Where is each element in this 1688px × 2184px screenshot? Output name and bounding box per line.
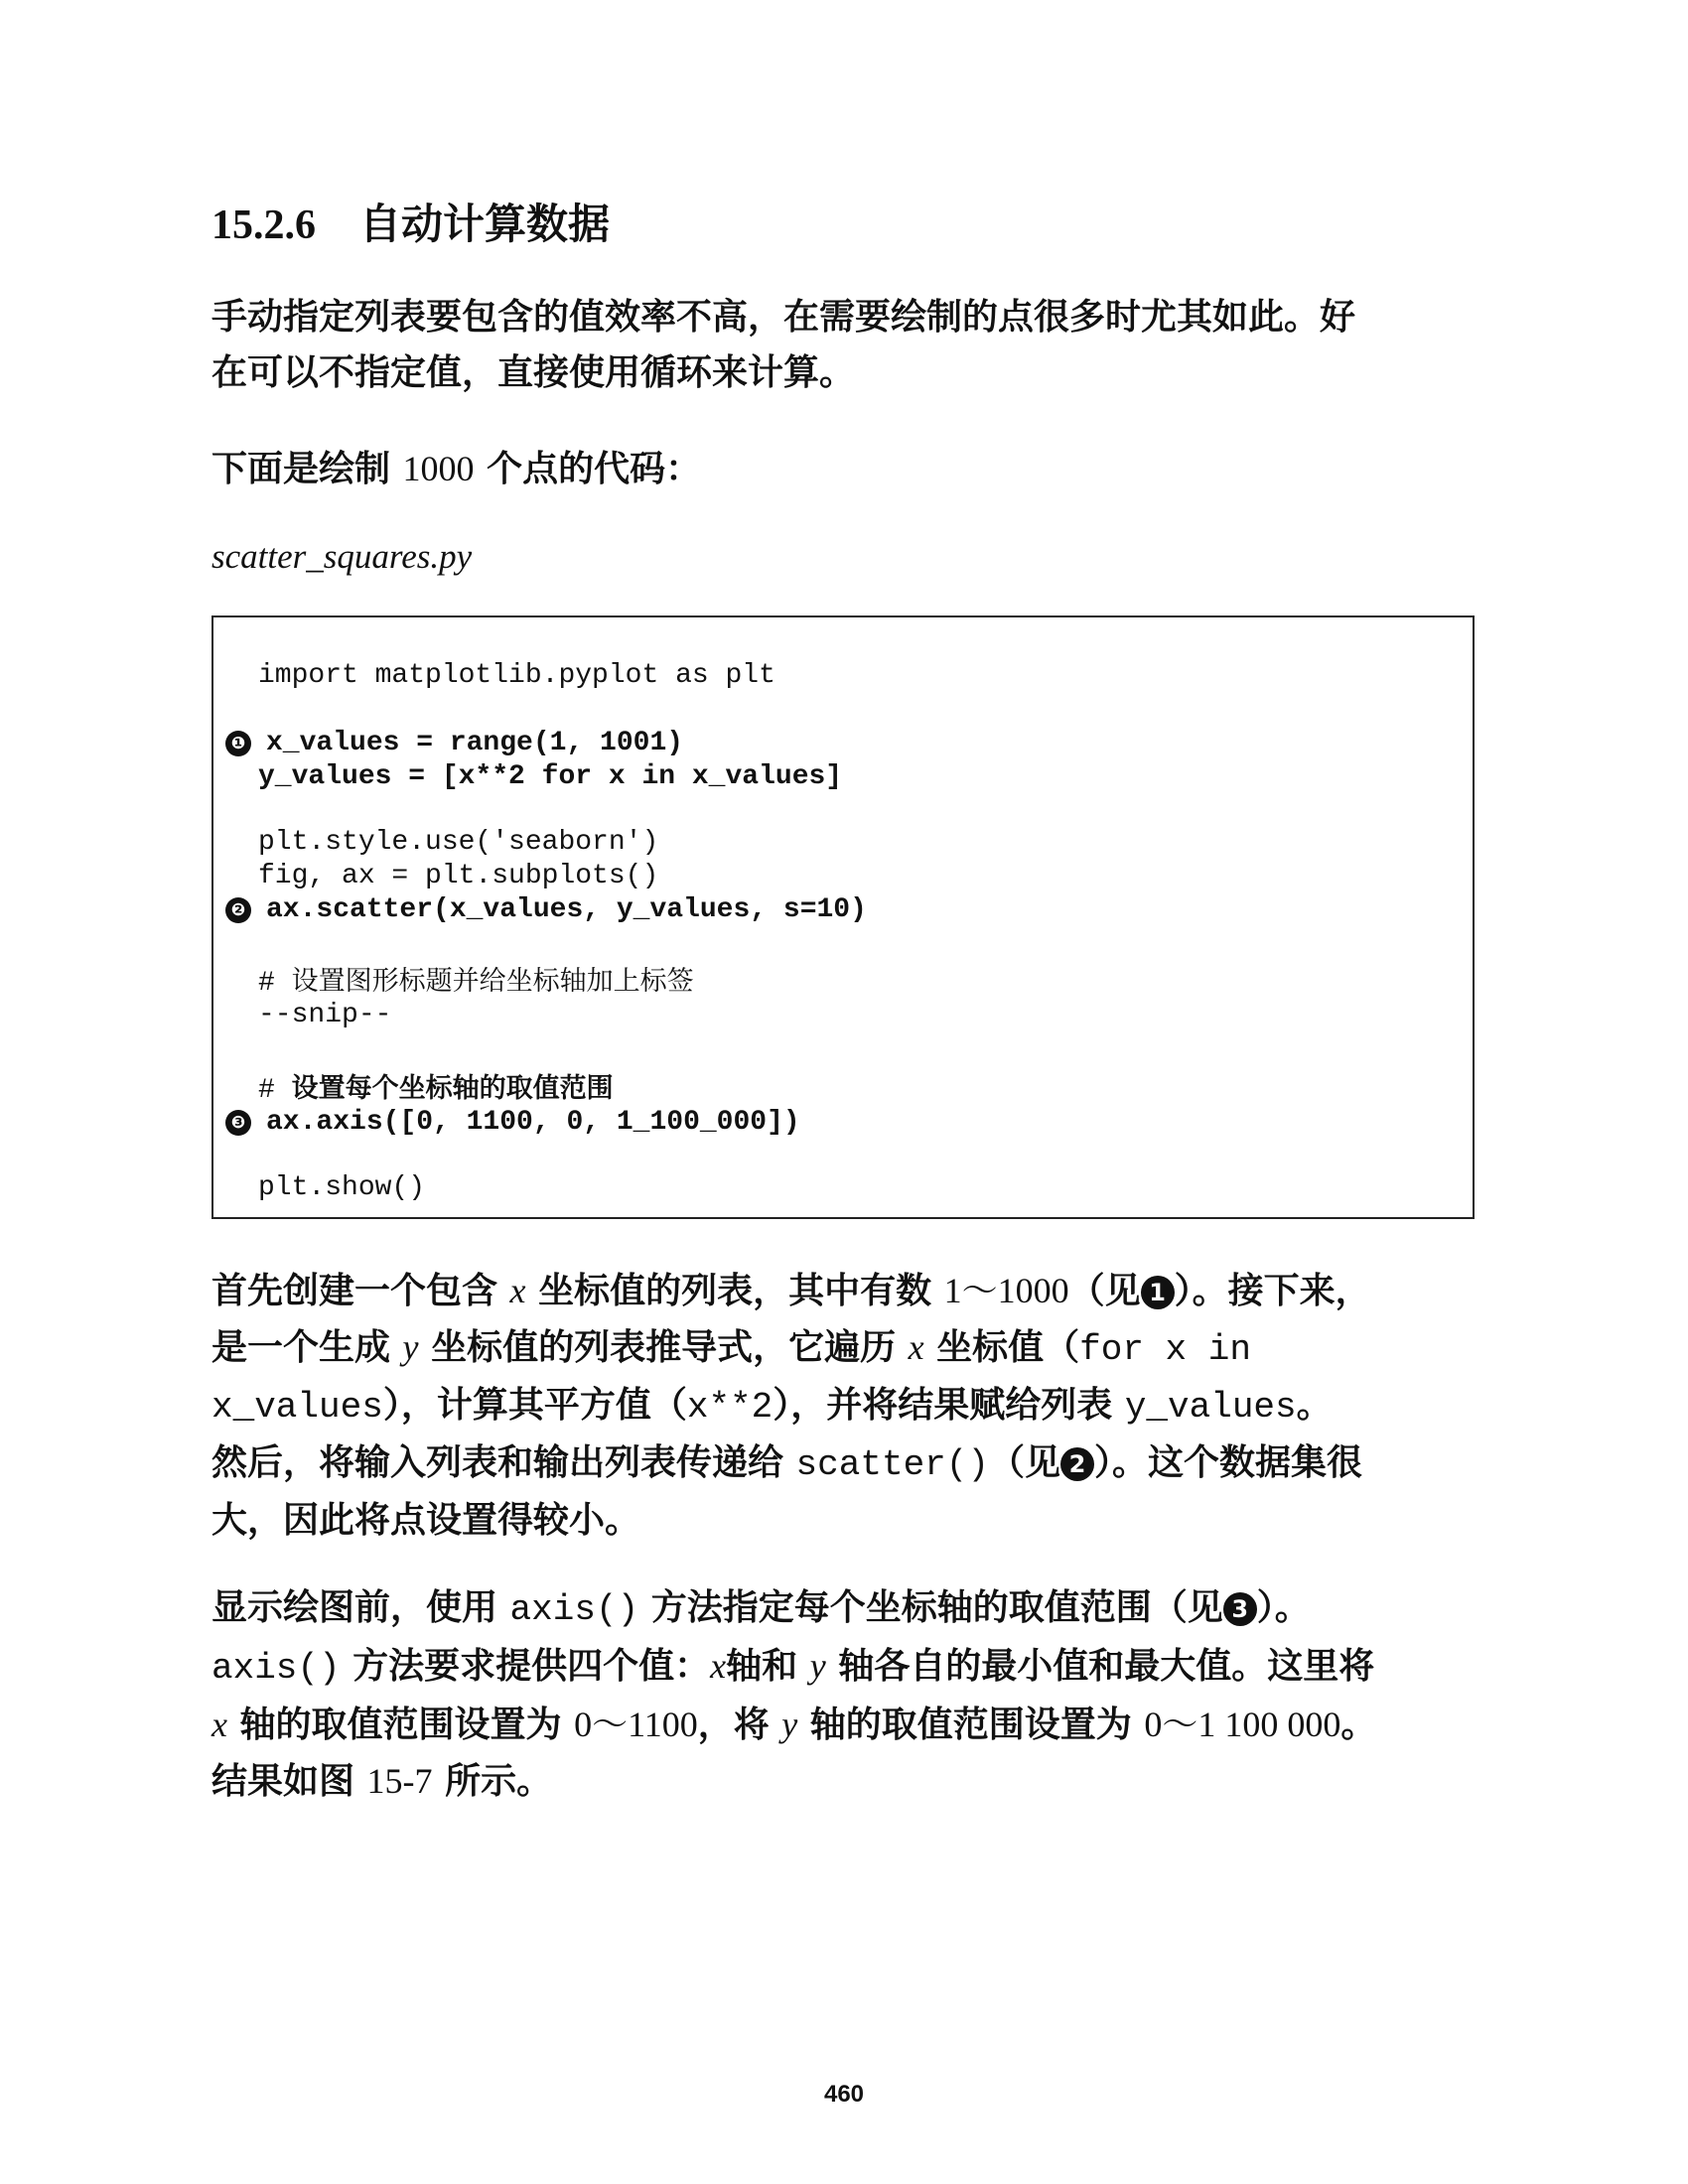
explanation-paragraph-2 — [211, 1580, 1492, 1810]
code-line: import matplotlib.pyplot as plt — [258, 660, 775, 691]
text-line: x_values），计算其平方值（x**2），并将结果赋给列表 y_values。 — [211, 1385, 1333, 1428]
lead-sentence — [211, 441, 1492, 497]
code-comment — [258, 1072, 614, 1108]
code-line: --snip-- — [258, 1000, 392, 1030]
code-listing — [211, 615, 1475, 1219]
callout-marker-3: ❸ — [225, 1110, 251, 1136]
code-line: y_values = [x**2 for x in x_values] — [258, 761, 843, 792]
code-line: plt.show() — [258, 1172, 426, 1203]
text-line: 是一个生成 y 坐标值的列表推导式，它遍历 x 坐标值（for x in — [211, 1327, 1251, 1370]
code-comment — [258, 965, 694, 1001]
lead-text: 下面是绘制 — [211, 449, 403, 489]
code-line: ax.scatter(x_values, y_values, s=10) — [266, 894, 867, 925]
callout-ref-2: 2 — [1060, 1447, 1094, 1481]
comment-hash: # — [258, 1075, 292, 1106]
callout-marker-1: ❶ — [225, 731, 251, 756]
page-number: 460 — [823, 2081, 865, 2108]
comment-hash: # — [258, 968, 292, 999]
comment-text: 设置每个坐标轴的取值范围 — [291, 1073, 614, 1104]
text-line: 然后，将输入列表和输出列表传递给 scatter()（见 2 ）。这个数据集很 — [211, 1442, 1363, 1485]
section-heading — [211, 199, 610, 251]
explanation-paragraph-1 — [211, 1263, 1492, 1549]
point-count: 1000 — [402, 449, 475, 488]
callout-marker-2: ❷ — [225, 897, 251, 923]
lead-text: 个点的代码： — [474, 449, 702, 489]
callout-ref-3: 3 — [1223, 1592, 1257, 1626]
callout-ref-1: 1 — [1141, 1276, 1175, 1309]
text-line: 首先创建一个包含 x 坐标值的列表，其中有数 1～1000（见 1 ）。接下来， — [211, 1271, 1371, 1311]
text-line: axis() 方法要求提供四个值：x轴和 y 轴各自的最小值和最大值。这里将 — [211, 1646, 1375, 1689]
text-line: x 轴的取值范围设置为 0～1100，将 y 轴的取值范围设置为 0～1 100 000。 — [211, 1705, 1377, 1745]
section-number: 15.2.6 — [211, 203, 316, 248]
code-line: plt.style.use('seaborn') — [258, 827, 659, 858]
text-line: 结果如图 15-7 所示。 — [211, 1761, 553, 1802]
intro-line: 手动指定列表要包含的值效率不高，在需要绘制的点很多时尤其如此。好 — [211, 297, 1356, 338]
text-line: 大，因此将点设置得较小。 — [211, 1500, 641, 1541]
comment-text: 设置图形标题并给坐标轴加上标签 — [291, 966, 694, 997]
intro-paragraph — [211, 290, 1492, 401]
text-line: 显示绘图前，使用 axis() 方法指定每个坐标轴的取值范围（见 3 ）。 — [211, 1587, 1311, 1630]
code-line: fig, ax = plt.subplots() — [258, 861, 659, 891]
intro-line: 在可以不指定值，直接使用循环来计算。 — [211, 352, 856, 393]
code-line: ax.axis([0, 1100, 0, 1_100_000]) — [266, 1107, 800, 1138]
section-title: 自动计算数据 — [359, 200, 611, 248]
code-filename: scatter_squares.py — [211, 537, 473, 576]
code-line: x_values = range(1, 1001) — [266, 728, 684, 758]
